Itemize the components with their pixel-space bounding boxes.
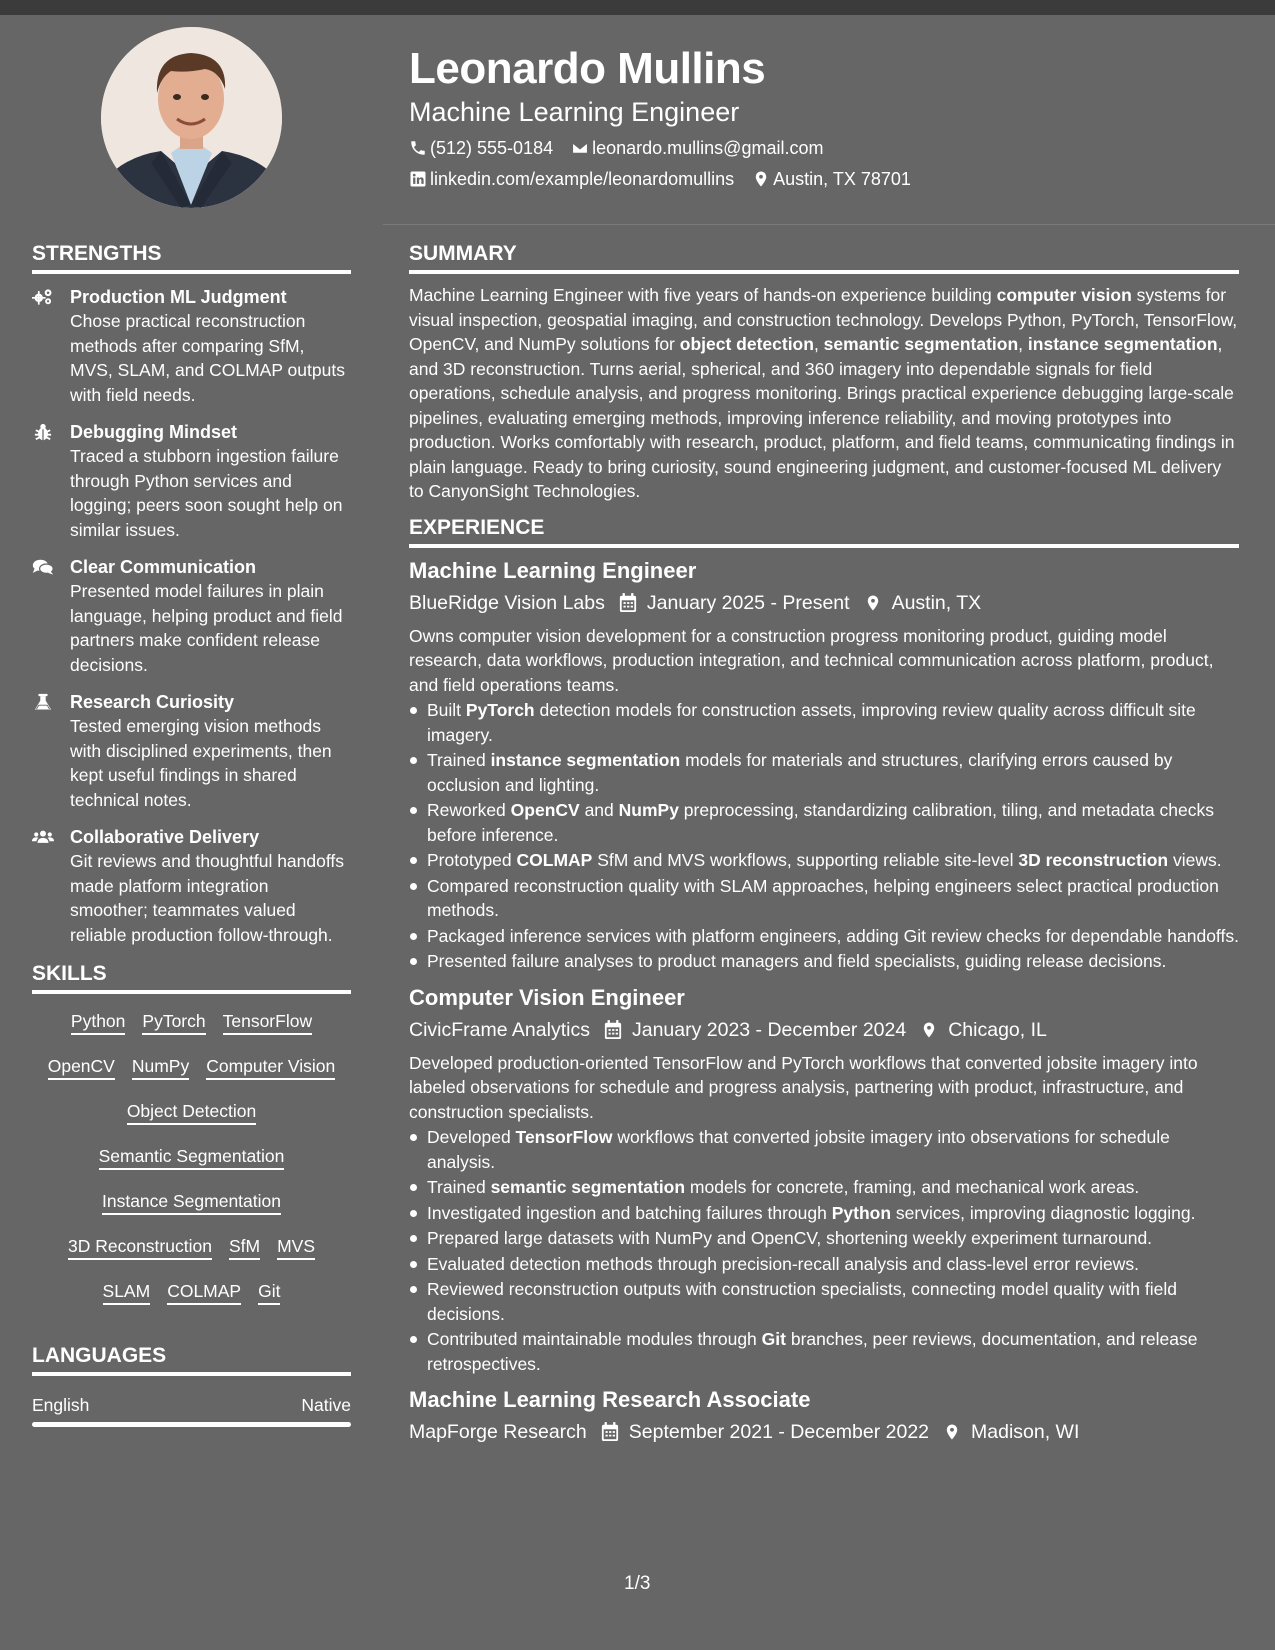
strength-desc: Chose practical reconstruction methods after comparing SfM, MVS, SLAM, and COLMAP outputs with field needs. (70, 311, 345, 405)
gears-icon (32, 288, 54, 306)
job-bullet (409, 949, 1239, 974)
text-run: services, improving diagnostic logging. (891, 1202, 1196, 1223)
text-run: views. (1168, 850, 1222, 870)
text-run: Packaged inference services with platform engineers, adding Git review checks for dependable handoffs. (427, 925, 1239, 946)
job-bullet (409, 1277, 1239, 1326)
strength-item (32, 555, 351, 677)
job-meta (409, 1017, 1239, 1043)
calendar-icon (619, 593, 637, 613)
skill-tag: COLMAP (167, 1280, 241, 1305)
emphasis-text: instance segmentation (1027, 334, 1218, 354)
skill-row (32, 1270, 351, 1315)
strength-title: Clear Communication (70, 557, 257, 577)
text-run: preprocessing, standardizing calibration, tiling, and metadata checks before inference. (427, 800, 1214, 845)
calendar-icon (601, 1422, 619, 1442)
languages-heading: LANGUAGES (32, 1342, 351, 1376)
job-bullets (409, 698, 1239, 974)
emphasis-text: COLMAP (516, 850, 593, 870)
text-run: Contributed maintainable modules through (427, 1329, 762, 1349)
emphasis-text: 3D reconstruction (1018, 850, 1169, 870)
strength-desc: Traced a stubborn ingestion failure through Python services and logging; peers soon sought help on similar issues. (70, 446, 343, 540)
text-run: Presented failure analyses to product managers and field specialists, guiding release decisions. (427, 951, 1167, 971)
skill-tag: Git (258, 1280, 280, 1305)
calendar-icon (604, 1020, 622, 1040)
text-run: systems for visual inspection, geospatial imaging, and construction technology. Develops Python, PyTorch, TensorFlow, OpenCV, and NumPy solutions for (409, 285, 1238, 354)
envelope-icon (571, 139, 589, 157)
skill-row (32, 1225, 351, 1270)
text-run: Machine Learning Engineer with five years of hands-on experience building (409, 285, 997, 305)
emphasis-text: semantic segmentation (823, 334, 1019, 354)
job-bullet (409, 1125, 1239, 1174)
job-bullet (409, 698, 1239, 747)
email-text[interactable]: leonardo.mullins@gmail.com (592, 138, 824, 158)
emphasis-text: instance segmentation (490, 750, 681, 770)
language-name: English (32, 1395, 90, 1415)
job-company: BlueRidge Vision Labs (409, 591, 605, 614)
strengths-list (32, 285, 351, 947)
strength-title: Collaborative Delivery (70, 827, 260, 847)
job-bullet (409, 1252, 1239, 1277)
skills-heading: SKILLS (32, 960, 351, 994)
email-contact (571, 136, 823, 160)
text-run: workflows that converted jobsite imagery into observations for schedule analysis. (427, 1127, 1170, 1172)
page-number: 1/3 (624, 1573, 651, 1594)
emphasis-text: semantic segmentation (490, 1177, 686, 1197)
job-bullets (409, 1125, 1239, 1376)
map-pin-icon (920, 1020, 938, 1040)
job-location: Chicago, IL (948, 1018, 1047, 1041)
address-text: Austin, TX 78701 (773, 169, 911, 189)
text-run: Reworked (427, 800, 511, 820)
skills-list (32, 1000, 351, 1315)
candidate-name: Leonardo Mullins (409, 44, 766, 93)
top-bar (0, 0, 1275, 15)
job-description: Owns computer vision development for a construction progress monitoring product, guiding model research, data workflows, production integration, and technical communication across platform, product, and field operations teams. (409, 625, 1214, 695)
emphasis-text: computer vision (996, 285, 1132, 305)
skill-tag: SfM (229, 1235, 260, 1260)
text-run: , (1018, 334, 1028, 354)
portrait-image (101, 27, 282, 208)
strength-title: Debugging Mindset (70, 422, 237, 442)
skill-tag: Python (71, 1010, 125, 1035)
job-bullet (409, 874, 1239, 923)
address-contact (752, 167, 911, 191)
emphasis-text: object detection (679, 334, 814, 354)
text-run: detection models for construction assets, improving review quality across difficult site imagery. (427, 700, 1196, 745)
job-company: MapForge Research (409, 1421, 587, 1443)
map-pin-icon (864, 593, 882, 613)
emphasis-text: OpenCV (510, 800, 580, 820)
job-bullet (409, 1226, 1239, 1251)
skill-tag: OpenCV (48, 1055, 115, 1080)
phone-icon (409, 139, 427, 157)
strength-title: Research Curiosity (70, 692, 235, 712)
language-row (32, 1393, 351, 1417)
emphasis-text: TensorFlow (515, 1127, 613, 1147)
job-description: Developed production-oriented TensorFlow and PyTorch workflows that converted jobsite imagery into labeled observations for schedule and progress analysis, partnering with product, infrastructure, and construction specialists. (409, 1052, 1198, 1122)
strength-item (32, 825, 351, 947)
skill-tag: SLAM (103, 1280, 151, 1305)
job-dates: September 2021 - December 2022 (628, 1421, 930, 1443)
skill-tag: 3D Reconstruction (68, 1235, 212, 1260)
strength-desc: Presented model failures in plain language, helping product and field partners make confident release decisions. (70, 581, 343, 675)
strength-title: Production ML Judgment (70, 287, 287, 307)
job-title: Computer Vision Engineer (409, 984, 685, 1010)
skill-tag: Semantic Segmentation (99, 1145, 285, 1170)
linkedin-text[interactable]: linkedin.com/example/leonardomullins (430, 169, 735, 189)
experience-heading: EXPERIENCE (409, 514, 1239, 548)
text-run: Investigated ingestion and batching failures through (427, 1202, 832, 1223)
job-meta (409, 1419, 1239, 1445)
flask-icon (32, 693, 54, 711)
language-level-bar (32, 1422, 351, 1427)
emphasis-text: Python (831, 1202, 892, 1223)
strengths-heading: STRENGTHS (32, 240, 351, 274)
right-column (409, 240, 1239, 1445)
skill-tag: PyTorch (142, 1010, 205, 1035)
text-run: branches, peer reviews, documentation, and release retrospectives. (427, 1329, 1198, 1374)
text-run: SfM and MVS workflows, supporting reliable site-level (592, 850, 1019, 870)
job-bullet (409, 748, 1239, 797)
text-run: Prototyped (427, 850, 517, 870)
job-entry (409, 1385, 1239, 1445)
text-run: Evaluated detection methods through precision-recall analysis and class-level error reviews. (427, 1253, 1140, 1274)
job-location: Austin, TX (891, 591, 982, 614)
job-bullet (409, 848, 1239, 873)
skill-row (32, 1090, 351, 1135)
candidate-title: Machine Learning Engineer (409, 97, 740, 127)
job-company: CivicFrame Analytics (409, 1018, 590, 1041)
linkedin-icon (409, 170, 427, 188)
comments-icon (32, 558, 54, 576)
text-run: models for materials and structures, clarifying errors caused by occlusion and lighting. (427, 750, 1173, 795)
text-run: Built (427, 700, 466, 720)
strength-item (32, 420, 351, 542)
language-level: Native (301, 1395, 351, 1415)
emphasis-text: PyTorch (465, 700, 535, 720)
header-divider (383, 224, 1275, 225)
bug-icon (32, 423, 54, 441)
strength-desc: Git reviews and thoughtful handoffs made platform integration smoother; teammates valued reliable production follow-through. (70, 851, 345, 945)
text-run: Reviewed reconstruction outputs with construction specialists, connecting model quality with field decisions. (427, 1279, 1177, 1324)
job-bullet (409, 1201, 1239, 1226)
skill-tag: Object Detection (127, 1100, 256, 1125)
text-run: Compared reconstruction quality with SLAM approaches, helping engineers select practical production methods. (427, 875, 1219, 920)
job-meta (409, 590, 1239, 616)
text-run: models for concrete, framing, and mechanical work areas. (685, 1177, 1140, 1197)
text-run: and (579, 800, 619, 820)
emphasis-text: Git (761, 1329, 786, 1349)
job-title: Machine Learning Engineer (409, 557, 697, 583)
contact-row-2 (409, 167, 1239, 191)
job-bullet (409, 1175, 1239, 1200)
resume-header (409, 42, 1239, 191)
strength-item (32, 690, 351, 812)
job-dates: January 2025 - Present (646, 591, 850, 614)
skill-row (32, 1180, 351, 1225)
skill-row (32, 1135, 351, 1180)
skill-tag: Instance Segmentation (102, 1190, 281, 1215)
map-pin-icon (752, 170, 770, 188)
left-column (32, 240, 351, 1427)
text-run: Prepared large datasets with NumPy and OpenCV, shortening weekly experiment turnaround. (427, 1228, 1153, 1248)
skill-tag: MVS (277, 1235, 315, 1260)
job-dates: January 2023 - December 2024 (631, 1018, 907, 1041)
job-entry (409, 556, 1239, 974)
job-bullet (409, 798, 1239, 847)
skill-tag: NumPy (132, 1055, 189, 1080)
job-title: Machine Learning Research Associate (409, 1387, 811, 1412)
contact-row-1 (409, 136, 1239, 160)
skill-row (32, 1000, 351, 1045)
phone-text[interactable]: (512) 555-0184 (430, 138, 554, 158)
text-run: Trained (427, 750, 491, 770)
job-entry (409, 983, 1239, 1377)
emphasis-text: NumPy (618, 800, 679, 820)
linkedin-contact (409, 167, 734, 191)
summary-text (409, 283, 1239, 504)
skill-tag: Computer Vision (206, 1055, 335, 1080)
map-pin-icon (943, 1422, 961, 1442)
summary-heading: SUMMARY (409, 240, 1239, 274)
phone-contact (409, 136, 553, 160)
strength-item (32, 285, 351, 407)
job-bullet (409, 924, 1239, 949)
text-run: , and 3D reconstruction. Turns aerial, spherical, and 360 imagery into dependable signals for field operations, schedule analysis, and progress monitoring. Brings practical experience debugging large-scale pipelines, evaluating emerging methods, improving inference reliability, and moving prototypes into production. Works comfortably with research, product, platform, and field teams, communicating findings in plain language. Ready to bring curiosity, sound engineering judgment, and customer-focused ML delivery to CanyonSight Technologies. (409, 334, 1235, 501)
users-icon (32, 828, 54, 846)
profile-photo (101, 27, 282, 208)
text-run: Developed (427, 1127, 516, 1147)
skill-tag: TensorFlow (223, 1010, 312, 1035)
skill-row (32, 1045, 351, 1090)
text-run: , (813, 334, 824, 354)
text-run: Trained (427, 1177, 491, 1197)
strength-desc: Tested emerging vision methods with disciplined experiments, then kept useful findings in shared technical notes. (70, 716, 332, 810)
job-location: Madison, WI (971, 1421, 1080, 1443)
job-bullet (409, 1327, 1239, 1376)
